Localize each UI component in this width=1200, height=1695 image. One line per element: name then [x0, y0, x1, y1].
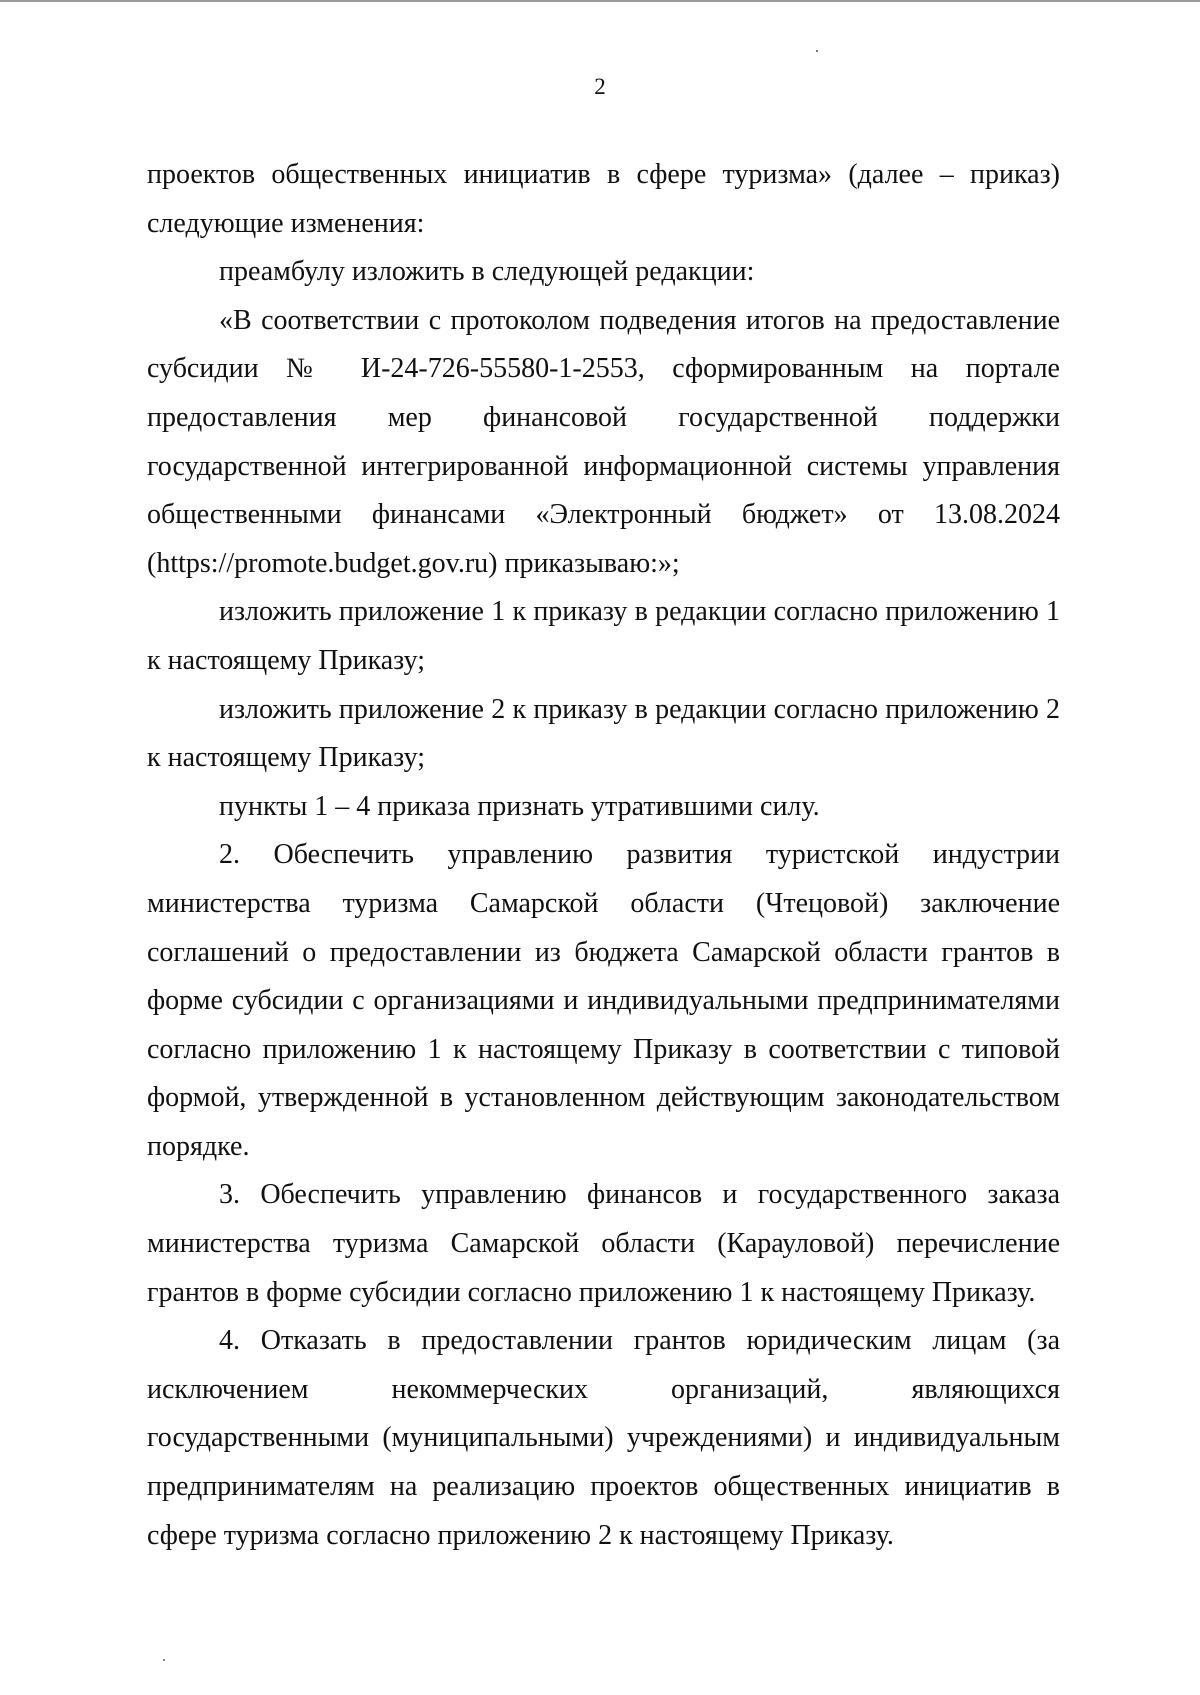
page-number: 2	[594, 74, 606, 99]
top-border-line	[0, 0, 1200, 2]
paragraph-preamble-instruction: преамбулу изложить в следующей редакции:	[219, 256, 755, 288]
document-body	[147, 151, 1060, 1560]
paragraph-appendix-1: изложить приложение 1 к приказу в редакции согласно приложению 1 к настоящему Приказу;	[147, 596, 1060, 676]
paragraph-item-4: 4. Отказать в предоставлении грантов юридическим лицам (за исключением некоммерческих организаций, являющихся государственными (муниципальными) учреждениями) и индивидуальным предпринимателям на реализацию проектов общественных инициатив в сфере туризма согласно приложению 2 к настоящему Приказу.	[147, 1325, 1060, 1551]
paragraph-appendix-2: изложить приложение 2 к приказу в редакции согласно приложению 2 к настоящему Приказу;	[147, 693, 1060, 774]
paragraph-item-3: 3. Обеспечить управлению финансов и государственного заказа министерства туризма Самарской области (Карауловой) перечисление грантов в форме субсидии согласно приложению 1 к настоящему Приказу.	[147, 1179, 1060, 1308]
paragraph-continuation: проектов общественных инициатив в сфере туризма» (далее – приказ) следующие изменения:	[147, 159, 1060, 239]
scan-speck	[816, 50, 818, 52]
scan-speck	[163, 1659, 165, 1661]
paragraph-preamble-text: «В соответствии с протоколом подведения итогов на предоставление субсидии № И-24-726-55580-1-2553, сформированным на портале предоставления мер финансовой государственной поддержки государственной интегрированной информационной системы управления общественными финансами «Электронный бюджет» от 13.08.2024 (https://promote.budget.gov.ru) приказываю:»;	[147, 304, 1060, 579]
paragraph-repeal: пункты 1 – 4 приказа признать утратившими силу.	[219, 790, 820, 822]
paragraph-item-2: 2. Обеспечить управлению развития туристской индустрии министерства туризма Самарской области (Чтецовой) заключение соглашений о предоставлении из бюджета Самарской области грантов в форме субсидии с организациями и индивидуальными предпринимателями согласно приложению 1 к настоящему Приказу в соответствии с типовой формой, утвержденной в установленном действующим законодательством порядке.	[147, 839, 1060, 1162]
